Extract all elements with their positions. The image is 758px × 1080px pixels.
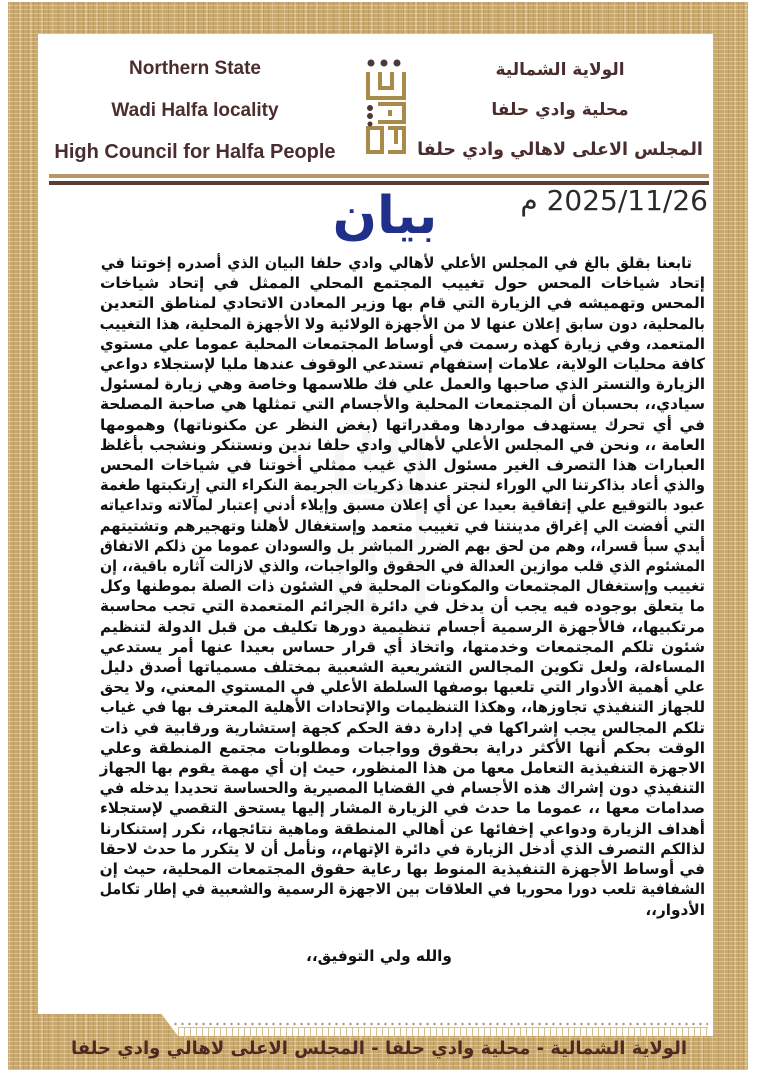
closing-phrase: والله ولي التوفيق،، [306, 947, 452, 965]
statement-line: في أوساط الأجهزة التنفيذية المنوط بها رعاية حقوق المجتمعات المحلية، حيث إن [99, 860, 706, 879]
statement-line: التنفيذي دون إشراك هذه الأجسام في القضايا المصيرية والحساسة تحديدا يدخله في [99, 779, 705, 798]
statement-line: سيادي،، بحسبان أن المجتمعات المحلية والأجسام التي تمثلها هي صاحبة المصلحة [100, 395, 705, 414]
statement-line: العامة ،، ونحن في المجلس الأعلي لأهالي وادي حلفا ندين ونستنكر ونشجب بأغلظ [99, 435, 706, 454]
statement-line: الأدوار،، [645, 900, 705, 919]
header-arabic-state: الولاية الشمالية [495, 60, 625, 80]
statement-line: للجهاز التنفيذي تجاوزها،، وهكذا التنظيمات والإتحادات الأهلية المعترف بها في غياب [100, 698, 705, 717]
statement-line: عبود بالتوقيع علي إتفاقية بعيدا عن أي إعلان مسبق وإيلاء أدني إعتبار لمآلاته وتداعياته [99, 496, 705, 515]
statement-line: علي أهمية الأدوار التي تلعبها بوصفها السلطة الأعلي في المستوي المعني، ولا يحق [100, 678, 705, 697]
header-arabic-locality: محلية وادي حلفا [491, 100, 629, 120]
statement-line: شئون تلكم المجتمعات وخدمتها، واتخاذ أي قرار حساس بعيدا عنها أمر يستدعي [100, 637, 705, 656]
statement-line: الوقت بحكم أنها الأكثر دراية بحقوق وواجبات ومطلوبات مجتمع المنطقة وعلي [100, 738, 705, 757]
header-arabic-council: المجلس الاعلى لاهالي وادي حلفا [417, 140, 703, 160]
statement-line: والذي أعاد بذاكرتنا الي الوراء لنجتر عندها ذكريات الجريمة النكراء التي إرتكبتها طغمة [99, 476, 706, 495]
header-english-state: Northern State [129, 58, 261, 79]
statement-line: أهداف الزيارة ودواعي إخفائها عن أهالي المنطقة وماهية نتائجها،، نكرر إستنكارنا [100, 819, 705, 838]
statement-line: إتحاد شياخات المحس حول تغييب المجتمع المحلي الممثل في إتحاد شياخات [100, 274, 705, 293]
border-dot-ornament [172, 1022, 708, 1026]
statement-line: المساءلة، ولعل تكوين المجالس التشريعية الشعبية بمختلف مسمياتها أصدق دليل [100, 658, 705, 677]
statement-line: الشفافية تلعب دورا محوريا في العلاقات بين الاجهزة الرسمية والشعبية في إطار تكامل [99, 880, 705, 899]
statement-line: المشئوم الذي قلب موازين العدالة في الحقوق والواجبات، والذي لازالت آثاره باقية،، إن [100, 557, 705, 576]
statement-line: الاجهزة التنفيذية التعامل معها من هذا المنظور، حيث إن أي مهمة يقوم بها الجهاز [99, 759, 705, 778]
statement-line: العبارات هذا التصرف الغير مسئول الذي غيب ممثلي أخوتنا في شياخات المحس [100, 456, 705, 475]
statement-line: تابعنا بقلق بالغ في المجلس الأعلي لأهالي وادي حلفا البيان الذي أصدره إخوتنا في [100, 254, 692, 272]
statement-line: كافة محليات الولاية، علامات إستفهام تستدعي الوقوف عندها مليا لإستجلاء دواعي [100, 355, 705, 374]
header-english-locality: Wadi Halfa locality [111, 100, 279, 121]
statement-line: صدامات معها ،، عموما ما حدث في الزيارة المشار إليها يستحق التقصي لإستجلاء [100, 799, 705, 818]
header-english-council: High Council for Halfa People [54, 141, 336, 163]
document-title: بيان [332, 186, 438, 246]
border-tooth-ornament [178, 1027, 708, 1036]
statement-line: ما يتعلق بوجوده فيه يجب أن يدخل في دائرة الجرائم المتعمدة التي تجب محاسبة [100, 597, 705, 616]
footer-text: الولاية الشمالية - محلية وادي حلفا - المجلس الاعلى لاهالي وادي حلفا [70, 1038, 688, 1059]
statement-line: التي أفضت الي إغراق مدينتنا في تغييب متعمد وإستغفال لأهلنا وتهجيرهم وتشتيتهم [99, 516, 706, 535]
statement-line: تلكم المجالس يجب إشراكها في إدارة دفة الحكم كجهة إستشارية ورقابية في ذات [100, 718, 705, 737]
statement-line: أيدي سبأ قسرا،، وهم من لحق بهم الضرر المباشر بل والسودان عموما من ذلكم الاتفاق [100, 536, 705, 555]
statement-line: الزيارة والتستر الذي صاحبها والعمل علي فك طلاسمها وخاصة وهي زيارة لمسئول [99, 375, 706, 394]
statement-line: مرتكبيها،، فالأجهزة الرسمية أجسام تنظيمية دورها تكليف من قبل الدولة لتنظيم [100, 617, 705, 636]
document-date: 2025/11/26 م [520, 184, 708, 217]
statement-line: المحس وتهميشه في الزيارة التي قام بها وزير المعادن الاتحادي لمناطق التعدين [100, 294, 705, 313]
statement-line: المتعمد، وفي زيارة كهذه رسمت في أوساط المجتمعات المحلية عموما علي مستوي [100, 334, 705, 353]
statement-line: بالمحلية، دون سابق إعلان عنها لا من الأجهزة الولائية ولا الأجهزة المحلية، هذا التغييب [99, 314, 706, 333]
statement-line: تغييب وإستغفال المجتمعات والمكونات المحلية في الشئون ذات الصلة بموطنها وكل [100, 577, 705, 596]
statement-body [100, 253, 705, 920]
header-divider-light [49, 174, 709, 178]
statement-line: في أي تحرك يستهدف مواردها ومقدراتها (بغض النظر عن مكنوناتها) وهمومها [100, 415, 705, 434]
kufic-calligraphy-logo-icon [364, 58, 408, 156]
statement-line: لذالكم التصرف الذي أدخل الزيارة في دائرة الإتهام،، ونأمل أن لا يتكرر ما حدث لاحقا [100, 839, 705, 858]
